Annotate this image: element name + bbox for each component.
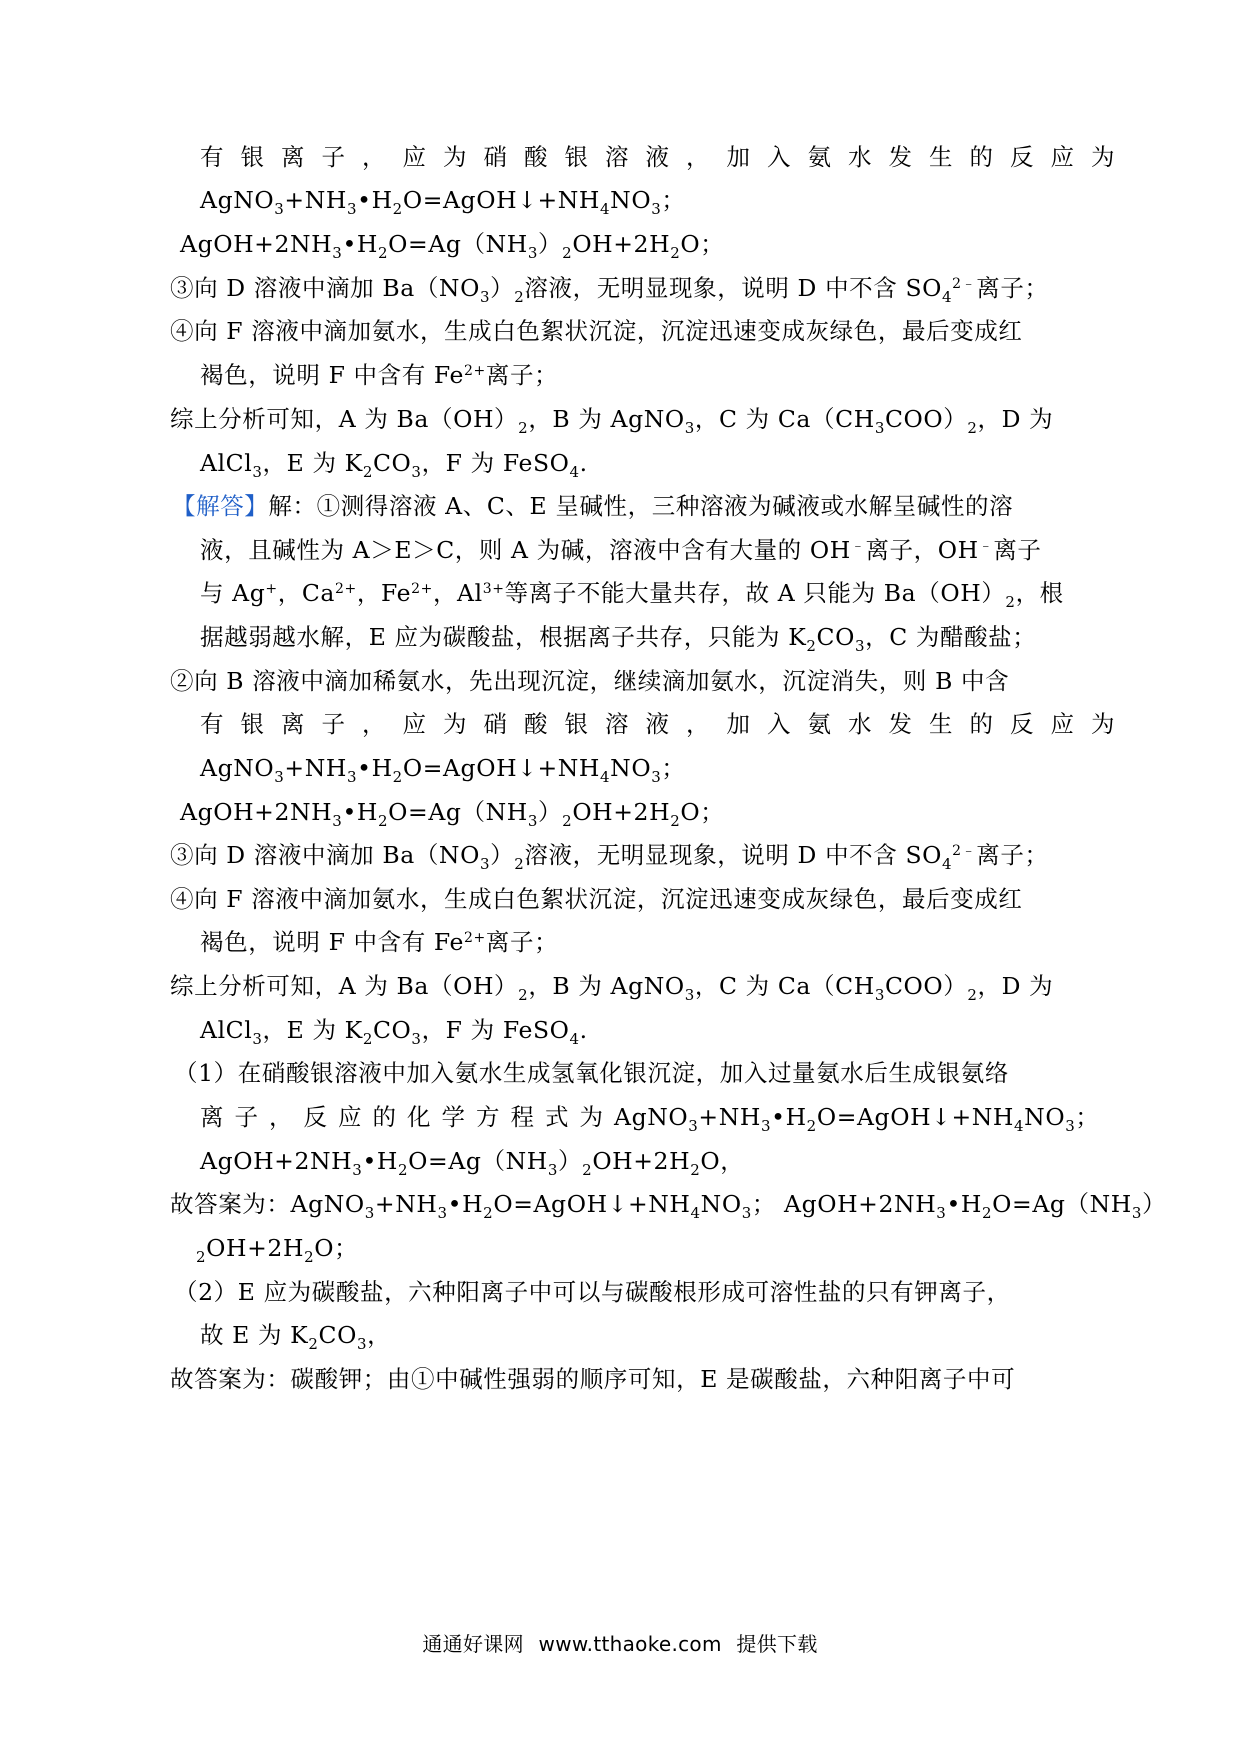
- text-run: OH+2H: [206, 1234, 305, 1262]
- subscript: 4: [600, 768, 611, 786]
- subscript: 2: [982, 1204, 993, 1222]
- subscript: 3: [854, 637, 866, 655]
- text-line: [200, 1015, 588, 1048]
- subscript: 3: [332, 812, 343, 830]
- subscript: 3: [411, 1030, 422, 1048]
- text-line: [170, 840, 1049, 874]
- text-run: 离子；: [485, 928, 559, 956]
- text-run: 褐色，说明 F 中含有 Fe: [200, 361, 465, 389]
- text-line: [170, 884, 1022, 914]
- text-line: [200, 927, 558, 961]
- text-run: ，F 为 FeSO: [421, 1016, 570, 1044]
- subscript: 2: [392, 768, 403, 786]
- equation-line: [200, 1146, 744, 1179]
- text-line: [200, 1102, 1099, 1135]
- text-run: OH+2H: [572, 798, 671, 826]
- text-run: ）: [1142, 1190, 1167, 1218]
- subscript: 2: [582, 1161, 593, 1179]
- subscript: 3: [411, 463, 422, 481]
- text-run: ；: [661, 754, 686, 782]
- subscript: 4: [600, 200, 611, 218]
- text-run: •H: [946, 1190, 983, 1218]
- page-footer: [0, 1631, 1240, 1657]
- text-run: 综上分析可知，A 为 Ba（OH）: [170, 405, 519, 433]
- text-run: 离子，OH: [865, 536, 979, 564]
- subscript: 3: [760, 1117, 772, 1135]
- subscript: 2: [806, 637, 817, 655]
- text-run: ，B 为 AgNO: [528, 405, 685, 433]
- subscript: 3: [684, 419, 695, 437]
- text-line: [200, 709, 1132, 739]
- text-run: ，F 为 FeSO: [421, 449, 570, 477]
- text-run: O=AgOH↓+NH: [402, 754, 600, 782]
- text-run: AgNO: [614, 1103, 689, 1131]
- equation-line: [200, 185, 685, 218]
- answer-label: 【解答】: [172, 492, 269, 520]
- text-run: CO: [816, 623, 855, 651]
- text-run: 解：①测得溶液 A、C、E 呈碱性，三种溶液为碱液或水解呈碱性的溶: [268, 492, 1014, 520]
- text-run: ，根: [1015, 579, 1064, 607]
- subscript: 2: [562, 812, 573, 830]
- text-run: 液，且碱性为 A＞E＞C，则 A 为碱，溶液中含有大量的 OH: [200, 536, 851, 564]
- text-run: AlCl: [200, 1016, 253, 1044]
- text-run: 溶液，无明显现象，说明 D 中不含 SO: [524, 274, 943, 302]
- text-run: •H: [447, 1190, 484, 1218]
- subscript: 3: [651, 768, 662, 786]
- text-line: [200, 1320, 391, 1353]
- subscript: 2: [304, 1248, 315, 1266]
- subscript: 3: [874, 419, 885, 437]
- subscript: 2: [670, 812, 681, 830]
- text-run: •H: [342, 798, 378, 826]
- subscript: 3: [364, 1204, 375, 1222]
- text-run: NO: [610, 754, 652, 782]
- text-run: 溶液，无明显现象，说明 D 中不含 SO: [524, 841, 943, 869]
- text-run: .: [579, 449, 588, 477]
- subscript: 3: [479, 288, 491, 306]
- text-run: AgNO: [200, 186, 275, 214]
- text-line: [200, 622, 1036, 655]
- text-run: ③向 D 溶液中滴加 Ba（NO: [170, 274, 480, 302]
- text-run: 离子；: [485, 361, 559, 389]
- text-run: O=Ag（NH: [992, 1190, 1132, 1218]
- text-run: AgNO: [200, 754, 275, 782]
- text-run: ④向 F 溶液中滴加氨水，生成白色絮状沉淀，沉淀迅速变成灰绿色，最后变成红: [170, 885, 1023, 913]
- text-run: +NH: [284, 754, 347, 782]
- subscript: 2: [378, 244, 389, 262]
- text-run: ②向 B 溶液中滴加稀氨水，先出现沉淀，继续滴加氨水，沉淀消失，则 B 中含: [170, 667, 1010, 695]
- text-run: O=AgOH↓+NH: [402, 186, 600, 214]
- superscript: 2﹣: [952, 276, 977, 292]
- text-line: [170, 1189, 1166, 1222]
- text-line: [170, 404, 1053, 437]
- text-run: O；: [680, 798, 725, 826]
- subscript: 3: [936, 1204, 947, 1222]
- footer-brand: 通通好课网: [422, 1632, 524, 1656]
- footer-suffix: 提供下载: [736, 1632, 818, 1656]
- text-run: O；: [680, 230, 725, 258]
- subscript: 2: [308, 1335, 319, 1353]
- subscript: 2: [514, 288, 525, 306]
- subscript: 2: [362, 463, 373, 481]
- subscript: 3: [688, 1117, 699, 1135]
- text-run: ④向 F 溶液中滴加氨水，生成白色絮状沉淀，沉淀迅速变成灰绿色，最后变成红: [170, 317, 1023, 345]
- text-run: O=Ag（NH: [388, 798, 528, 826]
- text-run: ，Al: [432, 579, 483, 607]
- subscript: 3: [527, 812, 539, 830]
- subscript: 3: [1131, 1204, 1143, 1222]
- text-run: ，B 为 AgNO: [528, 972, 685, 1000]
- equation-line: [200, 753, 685, 786]
- text-run: O，: [700, 1147, 745, 1175]
- text-line: [174, 1058, 1009, 1088]
- text-run: ，C 为 Ca（CH: [694, 972, 875, 1000]
- text-run: ③向 D 溶液中滴加 Ba（NO: [170, 841, 480, 869]
- text-run: AgOH+2NH: [180, 798, 333, 826]
- text-run: NO: [1024, 1103, 1066, 1131]
- text-run: 有银离子，应为硝酸银溶液，加入氨水发生的反应为: [200, 143, 1132, 171]
- text-run: （2）E 应为碳酸盐，六种阳离子中可以与碳酸根形成可溶性盐的只有钾离子，: [174, 1278, 1011, 1306]
- text-run: 故 E 为 K: [200, 1321, 309, 1349]
- text-line: [170, 273, 1049, 307]
- subscript: 3: [346, 768, 358, 786]
- text-run: •H: [362, 1147, 398, 1175]
- text-run: ）: [490, 841, 515, 869]
- text-line: [170, 1364, 1015, 1394]
- superscript: 2+: [464, 930, 486, 946]
- text-run: +NH: [374, 1190, 438, 1218]
- text-run: O；: [314, 1234, 359, 1262]
- subscript: 3: [352, 1161, 363, 1179]
- text-run: 有银离子，应为硝酸银溶液，加入氨水发生的反应为: [200, 710, 1132, 738]
- text-run: •H: [357, 754, 393, 782]
- text-run: ，C 为醋酸盐；: [865, 623, 1037, 651]
- text-run: ，D 为: [977, 405, 1054, 433]
- subscript: 4: [690, 1204, 701, 1222]
- footer-url[interactable]: www.tthaoke.com: [538, 1632, 722, 1656]
- text-line: [200, 448, 588, 481]
- text-run: O=AgOH↓+NH: [493, 1190, 691, 1218]
- text-run: ，Ca: [277, 579, 336, 607]
- text-run: CO: [372, 1016, 412, 1044]
- text-run: ）: [490, 274, 515, 302]
- subscript: 2: [378, 812, 389, 830]
- text-run: +NH: [284, 186, 347, 214]
- text-run: +NH: [698, 1103, 761, 1131]
- text-run: 离子，反应的化学方程式为: [200, 1103, 614, 1131]
- text-run: ，Fe: [356, 579, 412, 607]
- subscript: 2: [806, 1117, 817, 1135]
- superscript: 2﹣: [952, 843, 977, 859]
- text-line: [200, 578, 1064, 612]
- subscript: 2: [967, 419, 978, 437]
- subscript: 4: [942, 288, 953, 306]
- subscript: 2: [967, 986, 978, 1004]
- subscript: 3: [346, 200, 358, 218]
- text-line: [174, 1277, 1011, 1307]
- subscript: 3: [437, 1204, 448, 1222]
- text-run: （1）在硝酸银溶液中加入氨水生成氢氧化银沉淀，加入过量氨水后生成银氨络: [174, 1059, 1009, 1087]
- text-run: ；: [1075, 1103, 1100, 1131]
- text-run: .: [579, 1016, 588, 1044]
- subscript: 2: [1005, 593, 1016, 611]
- text-run: AgOH+2NH: [180, 230, 333, 258]
- text-run: ； AgOH+2NH: [751, 1190, 937, 1218]
- text-run: AgOH+2NH: [200, 1147, 353, 1175]
- superscript: +: [265, 581, 278, 597]
- subscript: 3: [252, 463, 263, 481]
- text-run: O=Ag（NH: [408, 1147, 548, 1175]
- text-run: ，D 为: [977, 972, 1054, 1000]
- subscript: 3: [479, 855, 491, 873]
- text-run: NO: [700, 1190, 742, 1218]
- subscript: 2: [562, 244, 573, 262]
- superscript: 2+: [411, 581, 433, 597]
- subscript: 2: [670, 244, 681, 262]
- text-run: ）: [538, 230, 563, 258]
- subscript: 3: [356, 1335, 368, 1353]
- text-run: 离子: [993, 536, 1042, 564]
- subscript: 3: [1065, 1117, 1076, 1135]
- text-run: ，: [367, 1321, 392, 1349]
- superscript: ﹣: [978, 538, 994, 554]
- subscript: 3: [332, 244, 343, 262]
- text-run: CO: [318, 1321, 357, 1349]
- equation-line: [180, 229, 724, 262]
- text-run: •H: [357, 186, 393, 214]
- superscript: 2+: [335, 581, 357, 597]
- equation-line: [196, 1233, 358, 1266]
- superscript: ﹣: [850, 538, 866, 554]
- text-run: COO）: [884, 405, 968, 433]
- text-line: [200, 360, 558, 394]
- text-run: ，E 为 K: [262, 449, 363, 477]
- text-run: 综上分析可知，A 为 Ba（OH）: [170, 972, 519, 1000]
- subscript: 3: [874, 986, 885, 1004]
- subscript: 3: [651, 200, 662, 218]
- text-run: ，E 为 K: [262, 1016, 363, 1044]
- text-run: ）: [558, 1147, 583, 1175]
- subscript: 2: [196, 1248, 207, 1266]
- text-run: 离子；: [976, 274, 1049, 302]
- text-run: 故答案为：碳酸钾；由①中碱性强弱的顺序可知，E 是碳酸盐，六种阳离子中可: [170, 1365, 1016, 1393]
- subscript: 3: [274, 200, 285, 218]
- text-run: CO: [372, 449, 412, 477]
- subscript: 3: [547, 1161, 559, 1179]
- text-run: 等离子不能大量共存，故 A 只能为 Ba（OH）: [504, 579, 1006, 607]
- text-run: ）: [538, 798, 563, 826]
- text-run: AlCl: [200, 449, 253, 477]
- subscript: 2: [518, 419, 529, 437]
- text-run: OH+2H: [592, 1147, 691, 1175]
- subscript: 3: [741, 1204, 752, 1222]
- text-run: 与 Ag: [200, 579, 266, 607]
- subscript: 4: [569, 463, 580, 481]
- text-run: 离子；: [976, 841, 1049, 869]
- text-run: •H: [342, 230, 378, 258]
- superscript: 2+: [464, 363, 486, 379]
- subscript: 2: [483, 1204, 494, 1222]
- subscript: 2: [392, 200, 403, 218]
- text-run: COO）: [884, 972, 968, 1000]
- text-run: ；: [661, 186, 686, 214]
- text-run: NO: [610, 186, 652, 214]
- subscript: 4: [942, 855, 953, 873]
- text-run: 故答案为：AgNO: [170, 1190, 365, 1218]
- text-line: [200, 142, 1132, 172]
- text-run: •H: [771, 1103, 807, 1131]
- text-run: OH+2H: [572, 230, 671, 258]
- text-run: ，C 为 Ca（CH: [694, 405, 875, 433]
- subscript: 2: [398, 1161, 409, 1179]
- subscript: 4: [1014, 1117, 1025, 1135]
- text-line: [170, 971, 1053, 1004]
- text-line: [170, 666, 1009, 696]
- text-run: O=Ag（NH: [388, 230, 528, 258]
- equation-line: [180, 797, 724, 830]
- subscript: 3: [274, 768, 285, 786]
- subscript: 2: [690, 1161, 701, 1179]
- subscript: 2: [362, 1030, 373, 1048]
- text-run: 褐色，说明 F 中含有 Fe: [200, 928, 465, 956]
- subscript: 4: [569, 1030, 580, 1048]
- subscript: 3: [527, 244, 539, 262]
- subscript: 3: [684, 986, 695, 1004]
- text-line: [200, 535, 1042, 569]
- subscript: 2: [514, 855, 525, 873]
- text-run: 据越弱越水解，E 应为碳酸盐，根据离子共存，只能为 K: [200, 623, 807, 651]
- answer-heading-line: [172, 491, 1013, 521]
- subscript: 3: [252, 1030, 263, 1048]
- superscript: 3+: [482, 581, 505, 597]
- text-line: [170, 316, 1022, 346]
- subscript: 2: [518, 986, 529, 1004]
- text-run: O=AgOH↓+NH: [816, 1103, 1014, 1131]
